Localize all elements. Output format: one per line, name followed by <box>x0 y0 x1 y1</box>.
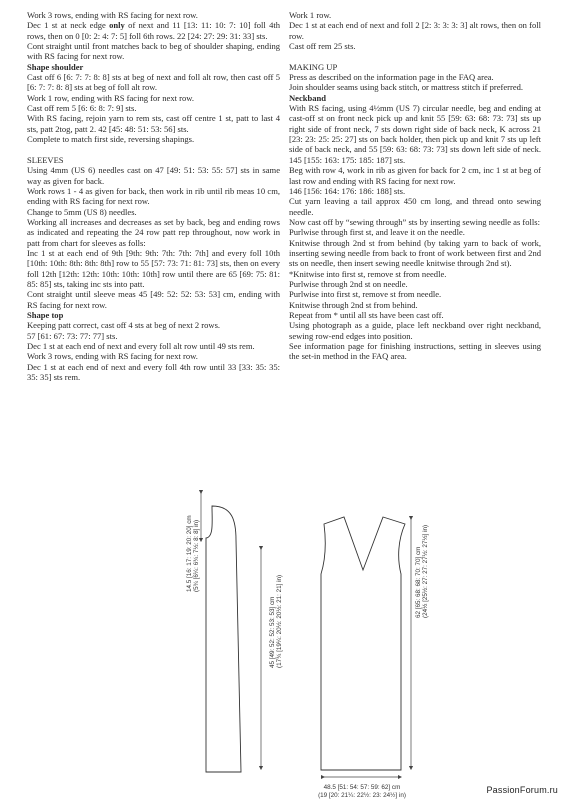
body-width-cm: 48.5 [51: 54: 57: 59: 62] cm <box>323 784 401 791</box>
section-heading-shape-shoulder: Shape shoulder <box>27 61 84 72</box>
paragraph: Dec 1 st at each end of next and every foll 4th row until 33 [33: 35: 35: 35: 35] sts rem. <box>27 361 280 383</box>
body-outline <box>321 517 405 770</box>
paragraph: *Knitwise into first st, remove st from needle. <box>289 268 447 279</box>
sleeve-cap-height-label <box>186 515 193 592</box>
section-heading-shape-top: Shape top <box>27 309 64 320</box>
sleeve-length-label <box>269 597 276 668</box>
paragraph: Dec 1 st at each end of next and every foll alt row until 49 sts rem. <box>27 341 255 351</box>
paragraph: With RS facing, using 4½mm (US 7) circular needle, beg and ending at cast-off st on front neck pick up and knit 55 [59: 63: 68: 73: 73] sts up right side of front neck, 7 sts down right side of back neck, K across 21 [23: 23: 25: 25: 27] sts on back holder, then pick up and knit 7 sts up left side of back neck, and 55 [59: 63: 68: 73: 73] sts down left side of neck. 145 [155: 163: 175: 185: 187] sts. <box>289 103 541 165</box>
paragraph: 57 [61: 67: 73: 77: 77] sts. <box>27 330 118 341</box>
paragraph: Purlwise through 2nd st on needle. <box>289 278 408 289</box>
sleeve-length-inches: (17¾ [19¼: 20½: 20½: 21: 21] in) <box>276 574 283 668</box>
body-width-label <box>324 784 401 791</box>
sleeve-length-cm: 45 [49: 52: 52: 53: 53] cm <box>269 596 276 668</box>
paragraph: See information page for finishing instructions, setting in sleeves using the set-in method in the FAQ area. <box>289 341 541 362</box>
paragraph: Purlwise through first st, and leave it on the needle. <box>289 227 465 238</box>
paragraph: Press as described on the information page in the FAQ area. <box>289 72 494 83</box>
paragraph: Join shoulder seams using back stitch, or mattress stitch if preferred. <box>289 82 524 93</box>
paragraph: Cont straight until sleeve meas 45 [49: 52: 52: 53: 53] cm, ending with RS facing for next row. <box>27 289 280 310</box>
sleeve-outline <box>206 506 241 772</box>
body-length-cm: 62 [65: 68: 68: 70: 70] cm <box>415 546 422 618</box>
body-length-inches: (24½ [25½: 27: 27: 27½: 27½] in) <box>422 524 429 618</box>
paragraph: Cont straight until front matches back to beg of shoulder shaping, ending with RS facing for next row. <box>27 41 280 62</box>
paragraph: Purlwise into first st, remove st from needle. <box>289 289 442 300</box>
paragraph: Cast off rem 25 sts. <box>289 41 356 52</box>
paragraph: Dec 1 st at each end of next and foll 2 [2: 3: 3: 3: 3] alt rows, then on foll row. <box>289 20 541 41</box>
paragraph: 146 [156: 164: 176: 186: 188] sts. <box>289 185 406 196</box>
paragraph: Working all increases and decreases as set by back, beg and ending rows as indicated and repeating the 24 row patt rep throughout, now work in patt from chart for sleeves as folls: <box>27 216 280 248</box>
paragraph: Work 3 rows, ending with RS facing for next row. <box>27 351 198 362</box>
paragraph: Work rows 1 - 4 as given for back, then work in rib until rib meas 10 cm, ending with RS facing for next row. <box>27 185 280 207</box>
paragraph: Beg with row 4, work in rib as given for back for 2 cm, inc 1 st at beg of last row and ending with RS facing for next row. <box>289 165 541 186</box>
paragraph: Dec 1 st at neck edge only of next and 11 [13: 11: 10: 7: 10] foll 4th rows, then on 0 [0: 2: 4: 7: 5] foll 6th rows. 22 [24: 27: 29: 31: 33] sts. <box>27 20 280 41</box>
paragraph: Using 4mm (US 6) needles cast on 47 [49: 51: 53: 55: 57] sts in same way as given for back. <box>27 165 280 186</box>
paragraph: Keeping patt correct, cast off 4 sts at beg of next 2 rows. <box>27 320 221 331</box>
section-heading-making-up: MAKING UP <box>289 61 338 72</box>
section-heading-neckband: Neckband <box>289 92 327 103</box>
body-width-inches: (19 [20: 21¼: 22½: 23: 24½] in) <box>318 792 406 799</box>
sleeve-cap-height-cm: 14.5 [16: 17: 19: 20: 20] cm <box>186 515 193 592</box>
paragraph: Work 3 rows, ending with RS facing for next row. <box>27 10 198 20</box>
paragraph: Complete to match first side, reversing shapings. <box>27 134 195 145</box>
paragraph: Knitwise through 2nd st from behind. <box>289 299 418 310</box>
paragraph: Cast off rem 5 [6: 6: 8: 7: 9] sts. <box>27 103 137 114</box>
paragraph: Knitwise through 2nd st from behind (by taking yarn to back of work, inserting sewing needle from back to front of work between first and 2nd sts on needle, then insert sewing needle knitwise through 2nd st). <box>289 237 541 269</box>
body-length-label <box>415 547 422 618</box>
sleeve-cap-height-inches: (5¾ [6¼: 6¾: 7½: 8: 8] in) <box>193 519 200 592</box>
paragraph: Repeat from * until all sts have been cast off. <box>289 309 444 320</box>
paragraph: Cast off 6 [6: 7: 7: 8: 8] sts at beg of next and foll alt row, then cast off 5 [6: 7: 7: 8: 8] sts at beg of foll alt row. <box>27 72 280 93</box>
paragraph: Cut yarn leaving a tail approx 450 cm long, and thread onto sewing needle. <box>289 196 541 217</box>
paragraph: Inc 1 st at each end of 9th [9th: 9th: 7th: 7th: 7th] and every foll 10th [10th: 10th: 8th: 8th: 8th] row to 55 [57: 73: 71: 81: 73] sts, then on every foll 12th [12th: 12th: 10th: 10th: 10th] row until there are 65 [69: 75: 81: 85: 85] sts, taking inc sts into patt. <box>27 247 280 289</box>
paragraph: Work 1 row. <box>289 10 332 20</box>
paragraph: Using photograph as a guide, place left neckband over right neckband, sewing row-end edges into position. <box>289 320 541 341</box>
paragraph: With RS facing, rejoin yarn to rem sts, cast off centre 1 st, patt to last 4 sts, patt 2tog, patt 2. 42 [45: 48: 51: 53: 56] sts. <box>27 113 280 134</box>
paragraph: Work 1 row, ending with RS facing for next row. <box>27 92 194 103</box>
section-heading-sleeves: SLEEVES <box>27 154 64 165</box>
watermark-footer: PassionForum.ru <box>486 785 558 795</box>
paragraph: Change to 5mm (US 8) needles. <box>27 206 137 217</box>
paragraph: Now cast off by “sewing through” sts by inserting sewing needle as folls: <box>289 216 540 227</box>
